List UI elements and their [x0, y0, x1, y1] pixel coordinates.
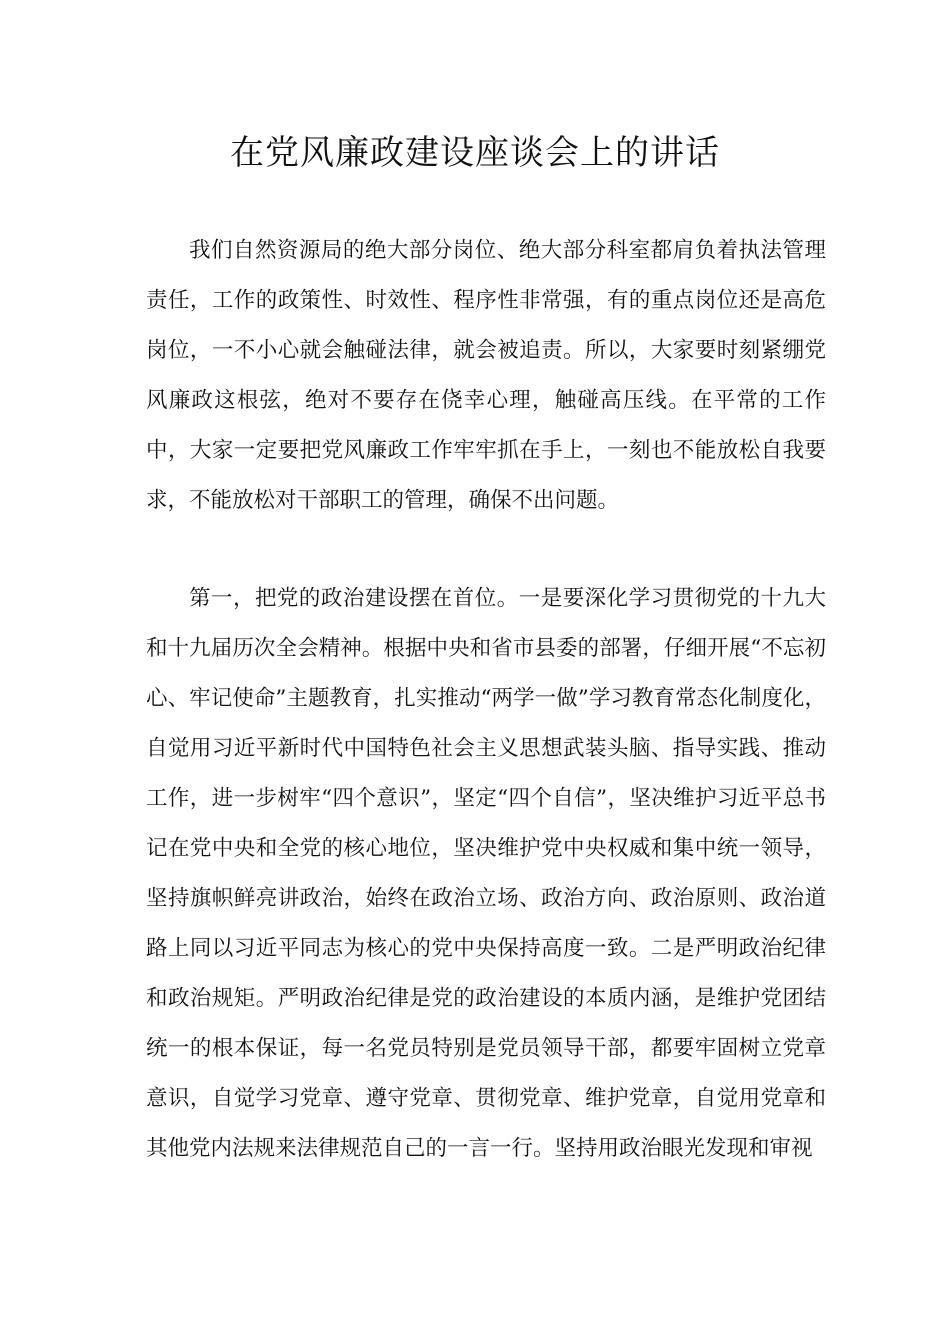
paragraph-intro: 我们自然资源局的绝大部分岗位、绝大部分科室都肩负着执法管理责任，工作的政策性、时效性、程序性非常强，有的重点岗位还是高危岗位，一不小心就会触碰法律，就会被追责。所以，大家要时刻紧绷党风廉政这根弦，绝对不要存在侥幸心理，触碰高压线。在平常的工作中，大家一定要把党风廉政工作牢牢抓在手上，一刻也不能放松自我要求，不能放松对干部职工的管理，确保不出问题。 — [146, 238, 826, 513]
document-title: 在党风廉政建设座谈会上的讲话 — [230, 133, 720, 173]
paragraph-first-point: 第一，把党的政治建设摆在首位。一是要深化学习贯彻党的十九大和十九届历次全会精神。根据中央和省市县委的部署，仔细开展“不忘初心、牢记使命”主题教育，扎实推动“两学一做”学习教育常态化制度化，自觉用习近平新时代中国特色社会主义思想武装头脑、指导实践、推动工作，进一步树牢“四个意识”，坚定“四个自信”，坚决维护习近平总书记在党中央和全党的核心地位，坚决维护党中央权威和集中统一领导，坚持旗帜鲜亮讲政治，始终在政治立场、政治方向、政治原则、政治道路上同以习近平同志为核心的党中央保持高度一致。二是严明政治纪律和政治规矩。严明政治纪律是党的政治建设的本质内涵，是维护党团结统一的根本保证，每一名党员特别是党员领导干部，都要牢固树立党章意识，自觉学习党章、遵守党章、贯彻党章、维护党章，自觉用党章和其他党内法规来法律规范自己的一言一行。坚持用政治眼光发现和审视 — [146, 586, 826, 1161]
